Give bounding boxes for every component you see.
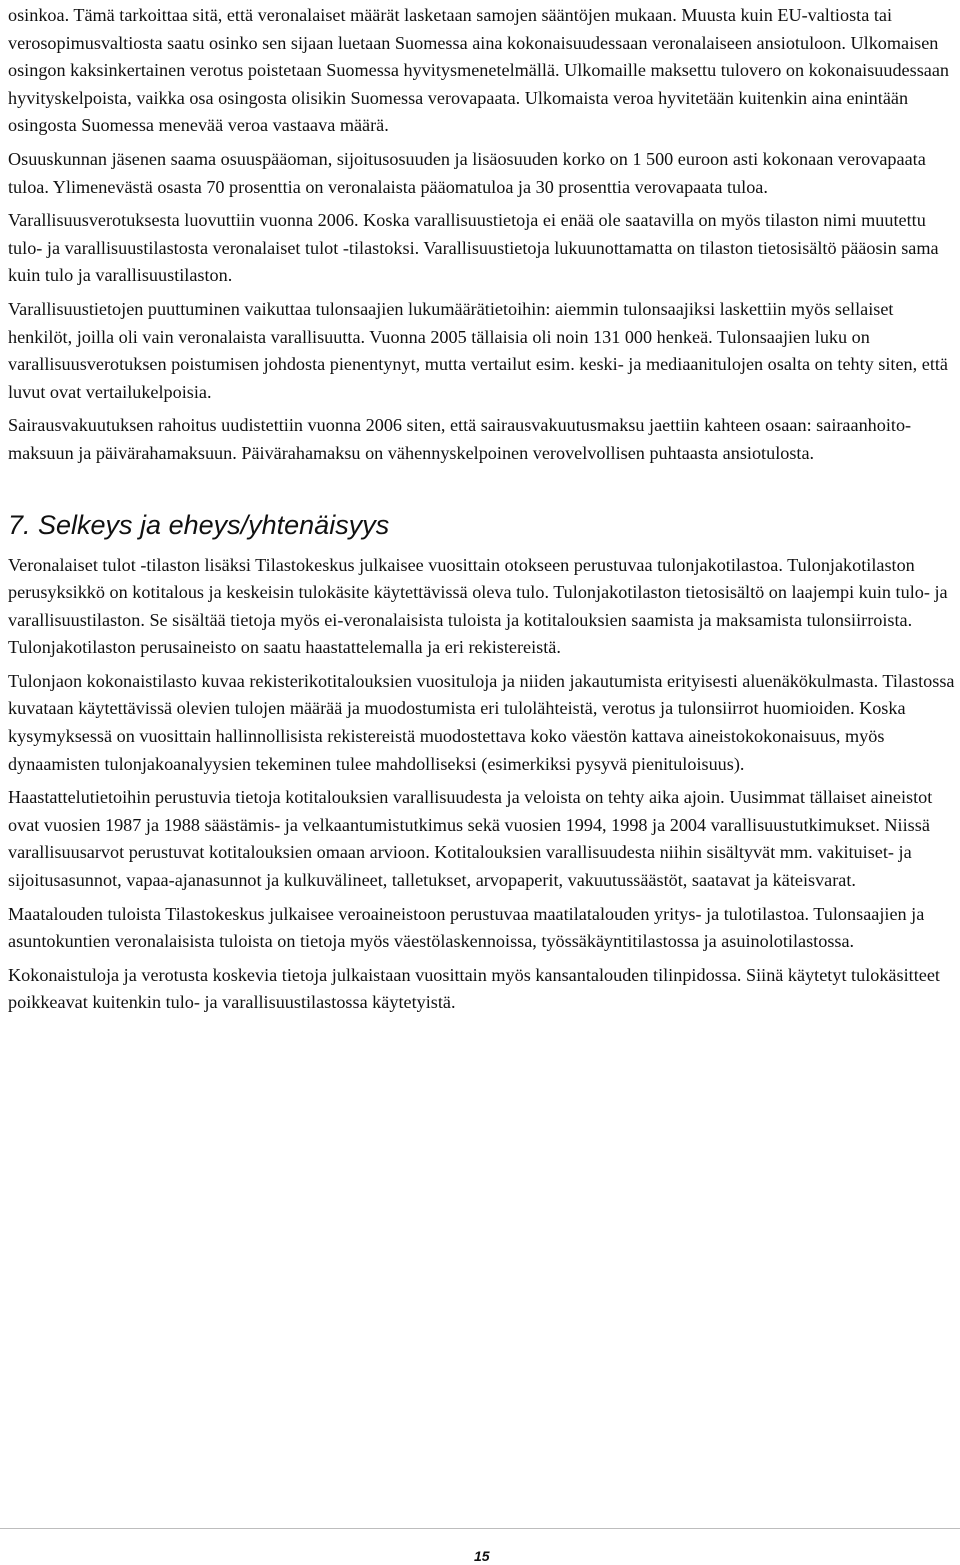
page-number: 15 bbox=[474, 1548, 490, 1564]
paragraph-wealth-tax-abolished: Varallisuusverotuksesta luovuttiin vuonna 2006. Koska varallisuustietoja ei enää ole saatavilla on myös tilaston nimi muutettu tulo- ja varallisuustilastosta veronalaiset tulot -tilastoksi. Varallisuustietoja lukuunottamatta on tilaston tietosisältö pääosin sama kuin tulo ja varallisuustilaston. bbox=[8, 210, 939, 286]
paragraph-income-recipients: Varallisuustietojen puuttuminen vaikuttaa tulonsaajien lukumäärätietoihin: aiemmin tulonsaajiksi laskettiin myös sellaiset henkilöt, joilla oli vain veronalaista varallisuutta. Vuonna 2005 tällaisia oli noin 131 000 henkeä. Tulonsaajien luku on varallisuusverotuksen poistumisen johdosta pienentynyt, mutta vertailut esim. keski- ja mediaanitulojen osalta on tehty siten, että luvut ovat vertailukelpoisia. bbox=[8, 298, 948, 402]
footer-divider bbox=[0, 1528, 960, 1529]
paragraph-household-wealth-surveys: Haastattelutietoihin perustuvia tietoja kotitalouksien varallisuudesta ja veloista on tehty aika ajoin. Uusimmat tällaiset aineistot ovat vuosien 1987 ja 1988 säästämis- ja velkaantumistutkimus sekä vuosien 1994, 1998 ja 2004 varallisuustutkimukset. Niissä varallisuusarvot perustuvat kotitalouksien omaan arvioon. Kotitalouksien varallisuudesta niihin sisältyvät mm. vakituiset- ja sijoitusasunnot, vapaa-ajanasunnot ja kulkuvälineet, talletukset, arvopaperit, vakuutussäästöt, saatavat ja käteisvarat. bbox=[8, 787, 933, 891]
section-heading: 7. Selkeys ja eheys/yhtenäisyys bbox=[8, 509, 390, 540]
paragraph-foreign-dividends: osinkoa. Tämä tarkoittaa sitä, että veronalaiset määrät lasketaan samojen sääntöjen mukaan. Muusta kuin EU-valtiosta tai verosopimusvaltiosta saatu osinko sen sijaan luetaan Suomessa aina kokonaisuudessaan veronalaiseen ansiotuloon. Ulkomaisen osingon kaksinkertainen verotus poistetaan Suomessa hyvitysmenetelmällä. Ulkomaille maksettu tulovero on kokonaisuudessaan hyvityskelpoista, vaikka osa osingosta olisikin Suomessa verovapaata. Ulkomaista veroa hyvitetään kuitenkin aina enintään osingosta Suomessa menevää veroa vastaava määrä. bbox=[8, 5, 950, 136]
paragraph-income-distribution-statistics: Veronalaiset tulot -tilaston lisäksi Tilastokeskus julkaisee vuosittain otokseen perustuvaa tulonjakotilastoa. Tulonjakotilaston perusyksikkö on kotitalous ja keskeisin tulokäsite käytettävissä oleva tulo. Tulonjakotilaston tietosisältö on laajempi kuin tulo- ja varallisuustilaston. Se sisältää tietoja myös ei-veronalaisista tuloista ja kotitalouksien saamista ja maksamista tulonsiirroista. Tulonjakotilaston perusaineisto on saatu haastattelemalla ja eri rekistereistä. bbox=[8, 554, 948, 658]
paragraph-agricultural-income: Maatalouden tuloista Tilastokeskus julkaisee veroaineistoon perustuvaa maatilatalouden yritys- ja tulotilastoa. Tulonsaajien ja asuntokuntien veronalaisista tuloista on tietoja myös väestölaskennoissa, työssäkäyntitilastossa ja asuinolotilastossa. bbox=[8, 903, 925, 952]
paragraph-health-insurance: Sairausvakuutuksen rahoitus uudistettiin vuonna 2006 siten, että sairausvakuutusmaksu jaettiin kahteen osaan: sairaanhoito-maksuun ja päivärahamaksuun. Päivärahamaksu on vähennyskelpoinen verovelvollisen puhtaasta ansiotulosta. bbox=[8, 415, 912, 463]
paragraph-national-accounts: Kokonaistuloja ja verotusta koskevia tietoja julkaistaan vuosittain myös kansantalouden tilinpidossa. Siinä käytetyt tulokäsitteet poikkeavat kuitenkin tulo- ja varallisuustilastossa käytetyistä. bbox=[8, 964, 940, 1013]
paragraph-total-income-distribution: Tulonjaon kokonaistilasto kuvaa rekisterikotitalouksien vuosituloja ja niiden jakautumista erityisesti aluenäkökulmasta. Tilastossa kuvataan käytettävissä olevien tulojen määrää ja muodostumista eri tulolähteistä, verotus ja tulonsiirrot huomioiden. Koska kysymyksessä on vuosittain hallinnollisista rekistereistä muodostettava koko väestön kattava aineistokokonaisuus, myös dynaamisten tulonjakoanalyysien tekeminen tulee mahdolliseksi (esimerkiksi pysyvä pienituloisuus). bbox=[8, 670, 955, 774]
paragraph-cooperative-interest: Osuuskunnan jäsenen saama osuuspääoman, sijoitusosuuden ja lisäosuuden korko on 1 500 euroon asti kokonaan verovapaata tuloa. Ylimenevästä osasta 70 prosenttia on veronalaista pääomatuloa ja 30 prosenttia verovapaata tuloa. bbox=[8, 148, 926, 197]
page-content bbox=[8, 2, 958, 1023]
